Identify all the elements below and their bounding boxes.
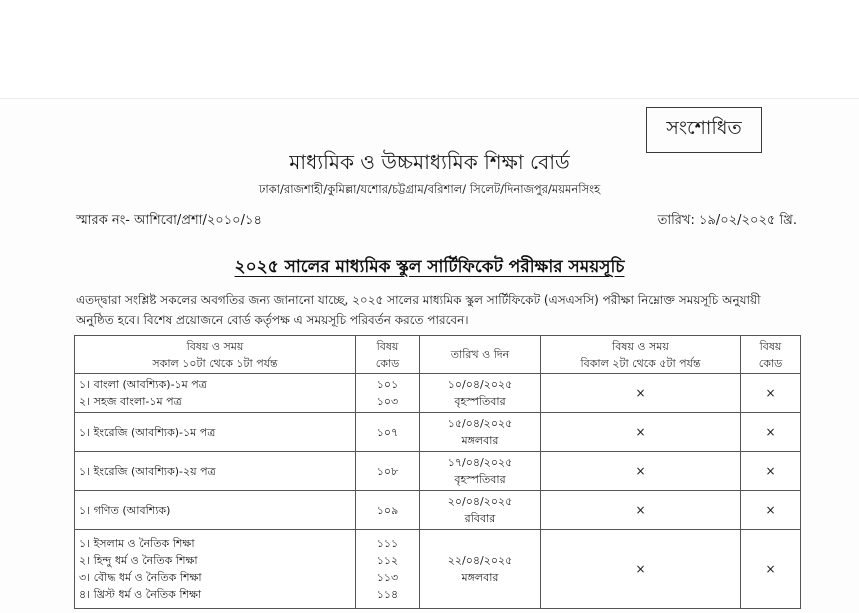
exam-date: ১৭/০৪/২০২৫ — [447, 456, 513, 469]
exam-day: বৃহস্পতিবার — [454, 395, 506, 408]
morning-subject-cell — [75, 452, 356, 491]
subject-code: ১১২ — [376, 554, 399, 567]
header-code-line1: বিষয় — [376, 339, 399, 353]
subject-name: ৪। খ্রিস্ট ধর্ম ও নৈতিক শিক্ষা — [79, 588, 202, 601]
table-row — [75, 491, 801, 530]
table-row — [75, 413, 801, 452]
subject-name: ২। হিন্দু ধর্ম ও নৈতিক শিক্ষা — [79, 554, 198, 567]
blank-top-area — [0, 0, 859, 98]
exam-day: রবিবার — [464, 512, 496, 525]
subject-name: ১। ইসলাম ও নৈতিক শিক্ষা — [79, 537, 195, 550]
subject-name: ১। ইংরেজি (আবশ্যিক)-১ম পত্র — [79, 425, 216, 439]
subject-name: ২। সহজ বাংলা-১ম পত্র — [79, 395, 182, 408]
exam-date: ১৫/০৪/২০২৫ — [447, 417, 513, 430]
subject-name: ৩। বৌদ্ধ ধর্ম ও নৈতিক শিক্ষা — [79, 571, 202, 584]
date-day-cell — [420, 374, 541, 413]
schedule-title-text: ২০২৫ সালের মাধ্যমিক স্কুল সার্টিফিকেট পরীক্ষার সময়সূচি — [234, 257, 625, 277]
date-day-cell — [420, 530, 541, 609]
header-code2-line1: বিষয় — [759, 339, 782, 353]
subject-code-cell — [356, 452, 420, 491]
afternoon-subject-cell: × — [541, 491, 741, 530]
afternoon-code-cell: × — [741, 491, 801, 530]
date-day-cell — [420, 413, 541, 452]
board-subtitle: ঢাকা/রাজশাহী/কুমিল্লা/যশোর/চট্টগ্রাম/বরিশাল/ সিলেট/দিনাজপুর/ময়মনসিংহ — [258, 182, 601, 196]
exam-date: ২২/০৪/২০২৫ — [447, 554, 513, 567]
revised-stamp — [646, 107, 762, 153]
header-morning-subject-line2: সকাল ১০টা থেকে ১টা পর্যন্ত — [152, 356, 278, 370]
afternoon-subject-cell: × — [541, 374, 741, 413]
afternoon-subject-cell: × — [541, 530, 741, 609]
subject-code: ১০৩ — [376, 395, 399, 408]
board-title: মাধ্যমিক ও উচ্চমাধ্যমিক শিক্ষা বোর্ড — [289, 150, 570, 174]
memo-number: স্মারক নং- আশিবো/প্রশা/২০১০/১৪ — [76, 213, 262, 228]
subject-code-cell — [356, 530, 420, 609]
afternoon-subject-cell: × — [541, 413, 741, 452]
subject-name: ১। গণিত (আবশ্যিক) — [79, 503, 171, 517]
header-subject-code — [356, 336, 420, 374]
table-header-row — [75, 336, 801, 374]
morning-subject-cell — [75, 413, 356, 452]
morning-subject-cell — [75, 374, 356, 413]
subject-name: ১। বাংলা (আবশ্যিক)-১ম পত্র — [79, 378, 207, 391]
subject-code-cell — [356, 491, 420, 530]
subject-code: ১০১ — [376, 378, 399, 391]
subject-code: ১০৭ — [376, 425, 399, 439]
exam-day: বৃহস্পতিবার — [454, 473, 506, 486]
exam-date: ১০/০৪/২০২৫ — [447, 378, 513, 391]
exam-day: মঙ্গলবার — [461, 434, 499, 447]
exam-schedule-table — [74, 335, 801, 609]
header-morning-subject-line1: বিষয় ও সময় — [186, 339, 244, 353]
subject-code: ১১৩ — [376, 571, 399, 584]
issue-date: তারিখ: ১৯/০২/২০২৫ খ্রি. — [657, 213, 797, 228]
afternoon-code-cell: × — [741, 413, 801, 452]
notice-paragraph: এতদ্দ্বারা সংশ্লিষ্ট সকলের অবগতির জন্য জানানো যাচ্ছে, ২০২৫ সালের মাধ্যমিক স্কুল সার্টিফিকেট (এসএসসি) পরীক্ষা নিম্নোক্ত সময়সূচি অনুযায়ী অনুষ্ঠিত হবে। বিশেষ প্রয়োজনে বোর্ড কর্তৃপক্ষ এ সময়সূচি পরিবর্তন করতে পারবেন। — [76, 293, 761, 327]
table-row — [75, 374, 801, 413]
exam-day: মঙ্গলবার — [461, 571, 499, 584]
table-row — [75, 452, 801, 491]
afternoon-code-cell: × — [741, 530, 801, 609]
revised-stamp-text: সংশোধিত — [666, 117, 742, 139]
subject-code: ১০৯ — [376, 503, 399, 517]
header-afternoon-subject — [541, 336, 741, 374]
header-afternoon-subject-line1: বিষয় ও সময় — [612, 339, 669, 353]
afternoon-code-cell: × — [741, 452, 801, 491]
subject-code-cell — [356, 374, 420, 413]
subject-name: ১। ইংরেজি (আবশ্যিক)-২য় পত্র — [79, 464, 216, 478]
header-code2-line2: কোড — [758, 356, 783, 370]
exam-date: ২০/০৪/২০২৫ — [447, 495, 513, 508]
subject-code: ১০৮ — [376, 464, 399, 478]
afternoon-subject-cell: × — [541, 452, 741, 491]
afternoon-code-cell: × — [741, 374, 801, 413]
morning-subject-cell — [75, 530, 356, 609]
header-code-line2: কোড — [375, 356, 400, 370]
header-subject-code-2 — [741, 336, 801, 374]
header-date-day: তারিখ ও দিন — [420, 336, 541, 374]
subject-code: ১১১ — [376, 537, 399, 550]
date-day-cell — [420, 452, 541, 491]
subject-code: ১১৪ — [376, 588, 399, 601]
table-row — [75, 530, 801, 609]
header-morning-subject — [75, 336, 356, 374]
header-afternoon-subject-line2: বিকাল ২টা থেকে ৫টা পর্যন্ত — [580, 356, 701, 370]
subject-code-cell — [356, 413, 420, 452]
schedule-title — [0, 254, 859, 282]
date-day-cell — [420, 491, 541, 530]
morning-subject-cell — [75, 491, 356, 530]
